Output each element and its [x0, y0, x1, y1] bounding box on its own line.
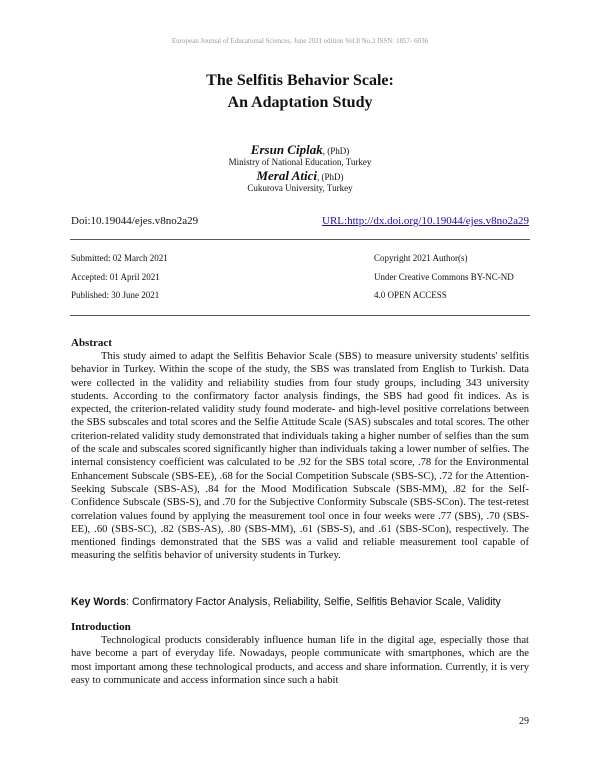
open-access-notice: 4.0 OPEN ACCESS: [374, 290, 447, 300]
license-notice: Under Creative Commons BY-NC-ND: [374, 272, 514, 282]
introduction-body: Technological products considerably influence human life in the digital age, especially those that have become a part of everyday life. Nowadays, people communicate with smartphones, which are the most important among these technological products, and access and share information. Currently, it is very easy to communicate and access information since such a habit: [71, 635, 529, 686]
running-head: European Journal of Educational Sciences, June 2021 edition Vol.8 No.2 ISSN: 1857- 6036: [171, 37, 429, 45]
copyright-notice: Copyright 2021 Author(s): [374, 253, 468, 263]
paper-title-line2: An Adaptation Study: [227, 94, 373, 111]
keywords-list: : Confirmatory Factor Analysis, Reliability, Selfie, Selfitis Behavior Scale, Validity: [126, 596, 501, 608]
doi: Doi:10.19044/ejes.v8no2a29: [71, 215, 199, 227]
published-date: Published: 30 June 2021: [71, 290, 160, 300]
author-1-name: Ersun Ciplak: [250, 142, 323, 157]
paper-title-line1: The Selfitis Behavior Scale:: [206, 72, 394, 89]
page-number: 29: [519, 716, 529, 727]
divider-bottom: [70, 315, 530, 316]
author-2-degree: , (PhD): [317, 172, 344, 182]
author-1-affiliation: Ministry of National Education, Turkey: [228, 157, 372, 167]
keywords: [71, 596, 531, 608]
author-1-degree: , (PhD): [322, 146, 350, 156]
abstract-heading: Abstract: [71, 337, 112, 349]
doi-url-link[interactable]: URL:http://dx.doi.org/10.19044/ejes.v8no2a29: [322, 215, 529, 227]
divider-top: [70, 239, 530, 240]
author-2-name: Meral Atici: [256, 168, 318, 183]
keywords-label: Key Words: [71, 596, 127, 608]
abstract-body: This study aimed to adapt the Selfitis Behavior Scale (SBS) to measure university students' selfitis behavior in Turkey. Within the scope of the study, the SBS was translated from English to Turkish. Data were collected in the validity and reliability studies from four study groups, including 343 university students. According to the confirmatory factor analysis findings, the SBS had good fit indices. As is expected, the criterion-related validity study found moderate- and high-level positive correlations between the SBS subscales and total scores and the Selfie Attitude Scale (SAS) subscales and total scores. The other criterion-related validity study demonstrated that individuals taking a higher number of selfies than the sum of the scale and subscales scored significantly higher than individuals taking a lower number of selfies. The internal consistency coefficient was calculated to be .92 for the SBS total score, .78 for the Environmental Enhancement Subscale (SBS-EE), .68 for the Social Competition Subscale (SBS-SC), .72 for the Attention-Seeking Subscale (SBS-AS), .84 for the Mood Modification Subscale (SBS-MM), .82 for the Self-Confidence Subscale (SBS-S), and .70 for the Subjective Conformity Subscale (SBS-SCon). The test-retest correlation values found by applying the measurement tool once in four weeks were .77 (SBS), .70 (SBS-EE), .60 (SBS-SC), .82 (SBS-AS), .80 (SBS-MM), .61 (SBS-S), and .61 (SBS-SCon), respectively. The mentioned findings demonstrated that the SBS was a valid and reliable measurement tool capable of measuring the selfitis behavior of university students in Turkey.: [71, 351, 529, 562]
author-2-affiliation: Cukurova University, Turkey: [247, 183, 353, 193]
submitted-date: Submitted: 02 March 2021: [71, 253, 168, 263]
accepted-date: Accepted: 01 April 2021: [71, 272, 160, 282]
introduction-heading: Introduction: [71, 621, 131, 633]
